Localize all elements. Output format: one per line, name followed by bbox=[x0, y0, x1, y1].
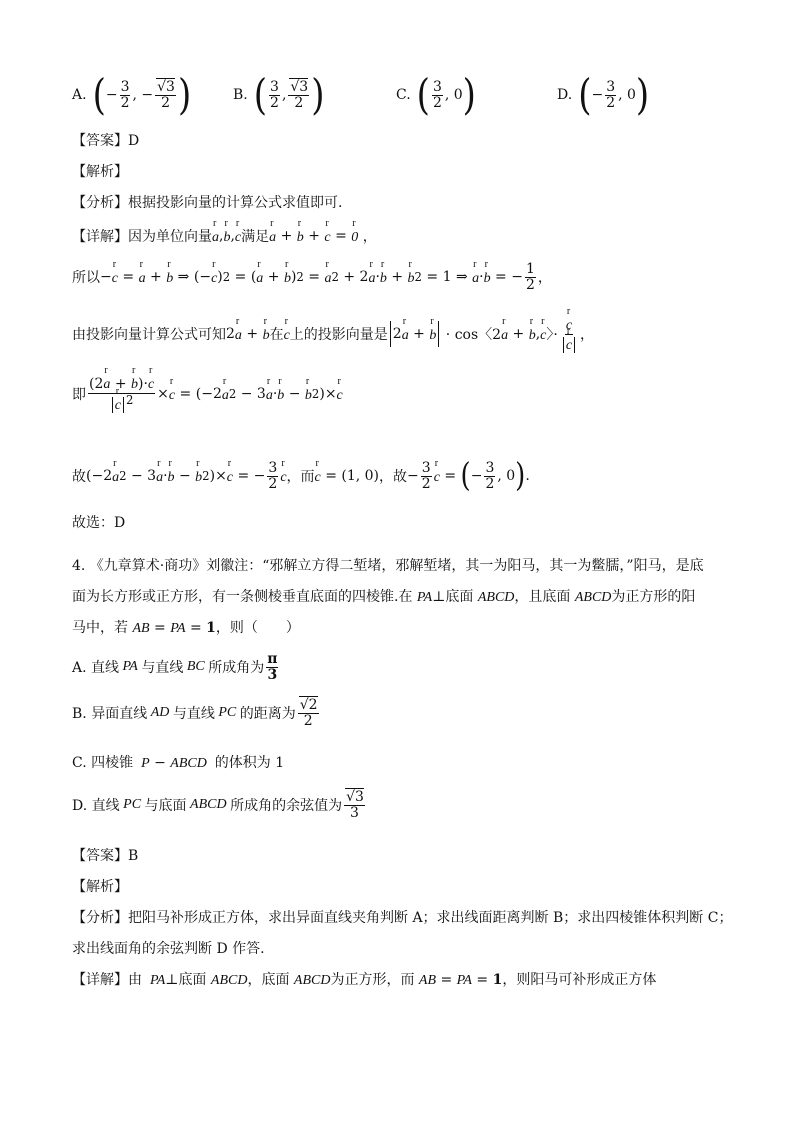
q3-analysis-head: 【解析】 bbox=[72, 164, 128, 180]
q3-line5-mid2: ，故 bbox=[379, 469, 408, 486]
q4-line1: 4. 《九章算术·商功》刘徽注：“邪解立方得二堑堵，邪解堑堵，其一为阳马，其一为鳖臑，”阳马，是底 bbox=[72, 558, 704, 574]
q4-detail-e: ，则阳马可补形成正方体 bbox=[502, 972, 657, 988]
q4-fenxi2: 求出线面角的余弦判断 D 作答. bbox=[72, 941, 265, 957]
option-c-label: C. bbox=[396, 87, 411, 103]
option-b: B. ( $\frac{3}{2}$ , $\frac{√3}{2}$ ) bbox=[233, 70, 325, 120]
q4-option-c-text: C. 四棱锥 bbox=[72, 755, 134, 771]
q4-line3: 马中，若 AB = PA = 1，则（ ） bbox=[72, 620, 300, 636]
q4-analysis-head: 【解析】 bbox=[72, 879, 128, 895]
q4-line3-a: 马中，若 bbox=[72, 620, 128, 636]
q3-fenxi: 【分析】根据投影向量的计算公式求值即可. bbox=[72, 195, 343, 211]
q3-line5-mid1: ，而 bbox=[286, 469, 315, 486]
q4-option-a-end: 所成角为 bbox=[208, 660, 265, 677]
q4-option-d-end: 所成角的余弦值为 bbox=[230, 798, 343, 815]
q4-option-b-text: B. 异面直线 bbox=[72, 706, 148, 723]
q4-option-b: B. 异面直线 AD 与直线 PC 的距离为 $\frac{√2}{2}$ bbox=[72, 697, 318, 729]
option-b-label: B. bbox=[233, 87, 248, 103]
q4-line3-b: ，则（ ） bbox=[215, 620, 300, 636]
q3-line2-prefix: 所以 bbox=[72, 270, 100, 287]
q3-detail-mid: 满足 bbox=[241, 229, 270, 245]
q4-line2-c: ，且底面 bbox=[514, 589, 571, 605]
q4-option-c-end: 的体积为 1 bbox=[214, 755, 285, 771]
q3-choose: 故选：D bbox=[72, 515, 126, 531]
q4-detail-d: 为正方形，而 bbox=[330, 972, 415, 988]
q4-detail-c: ，底面 bbox=[247, 972, 290, 988]
q3-line3-prefix: 由投影向量计算公式可知 bbox=[72, 327, 226, 344]
q3-detail-line1: 【详解】因为单位向量 r a , r b , r c 满足 r a + r b + r c = r 0 ， bbox=[72, 226, 377, 246]
q3-line5-prefix: 故 bbox=[72, 469, 86, 486]
q4-option-a-mid: 与直线 bbox=[141, 660, 184, 677]
q4-line2-d: 为正方形的阳 bbox=[611, 589, 696, 605]
q3-line4-prefix: 即 bbox=[72, 387, 86, 404]
q3-line3-mid2: 上的投影向量是 bbox=[289, 327, 388, 344]
q4-line2-a: 面为长方形或正方形，有一条侧棱垂直底面的四棱锥.在 bbox=[72, 589, 413, 605]
q4-option-d-text: D. 直线 bbox=[72, 798, 120, 815]
q4-option-d: D. 直线 PC 与底面 ABCD 所成角的余弦值为 $\frac{√3}{3}$ bbox=[72, 789, 364, 821]
q4-option-c: C. 四棱锥 P − ABCD 的体积为 1 bbox=[72, 755, 285, 771]
option-c: C. ( $\frac{3}{2}$ , 0 ) bbox=[396, 70, 476, 120]
q4-fenxi1: 【分析】把阳马补形成正方体，求出异面直线夹角判断 A；求出线面距离判断 B；求出四棱锥体积判断 C； bbox=[72, 910, 733, 926]
q4-detail-a: 【详解】由 bbox=[72, 972, 142, 988]
q3-detail-line5: 故 ( −2 r a 2 − 3 r a · r b − r b 2 ) × r c = − $\frac{3}{2}$ r c ，而 r c = (1, 0) ，故 − $\frac{3}{2}$ r c = ( − $\frac{3}{2}$ , 0 ) . bbox=[72, 461, 530, 491]
q4-option-a-text: A. 直线 bbox=[72, 660, 120, 677]
q3-answer: 【答案】D bbox=[72, 133, 140, 149]
q3-detail-prefix: 【详解】因为单位向量 bbox=[72, 229, 212, 245]
option-a-label: A. bbox=[72, 87, 87, 103]
option-d-label: D. bbox=[557, 87, 573, 103]
q3-detail-line4: 即 (2r a + r b)·r c r c $^2$ × r c = ( −2 r a 2 − 3 r a · r b − r b 2 ) × r c bbox=[72, 374, 343, 414]
option-d: D. ( − $\frac{3}{2}$ , 0 ) bbox=[557, 70, 650, 120]
q4-option-d-mid: 与底面 bbox=[144, 798, 187, 815]
q4-line2: 面为长方形或正方形，有一条侧棱垂直底面的四棱锥.在 PA⊥底面 ABCD，且底面 ABCD为正方形的阳 bbox=[72, 589, 696, 605]
q4-detail-b: 底面 bbox=[178, 972, 207, 988]
q4-option-b-end: 的距离为 bbox=[239, 706, 296, 723]
q3-detail-line2: 所以 − r c = r a + r b ⇒ ( − r c ) 2 = ( r a + r b ) 2 = r a 2 + 2 r a · r b + r b 2 = 1 ⇒ r a · r b = − $\frac{1}{2}$ ， bbox=[72, 262, 552, 292]
q4-line2-b: 底面 bbox=[445, 589, 474, 605]
q4-option-a: A. 直线 PA 与直线 BC 所成角为 $\frac{\pi}{3}$ bbox=[72, 651, 278, 683]
option-a: A. ( − $\frac{3}{2}$ , − $\frac{√3}{2}$ ) bbox=[72, 70, 192, 120]
q4-option-b-mid: 与直线 bbox=[172, 706, 215, 723]
q3-line3-mid1: 在 bbox=[269, 327, 284, 344]
q3-detail-line3: 由投影向量计算公式可知 2 r a + r b 在 r c 上的投影向量是 2 r a + r b · cos〈2 r a + r b , r c 〉· r c r c ， bbox=[72, 315, 594, 353]
q4-detail: 【详解】由 PA⊥底面 ABCD，底面 ABCD为正方形，而 AB = PA = 1，则阳马可补形成正方体 bbox=[72, 972, 657, 988]
q4-answer: 【答案】B bbox=[72, 848, 139, 864]
